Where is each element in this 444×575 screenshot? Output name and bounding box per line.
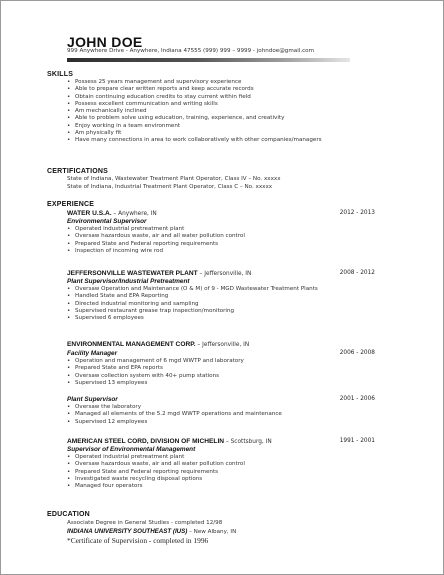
list-item: • Supervised 13 employees	[67, 380, 244, 387]
list-item: • Prepared State and EPA reports	[67, 365, 244, 372]
employer-location: – Jeffersonville, IN	[195, 342, 250, 348]
list-item: • Supervised restaurant grease trap inspection/monitoring	[67, 308, 318, 315]
certificate-note: *Certificate of Supervision - completed in 1996	[67, 536, 209, 545]
job-title: Supervisor of Environmental Management	[67, 446, 196, 453]
list-item: • Inspection of incoming wire rod	[67, 248, 245, 255]
job-years: 2006 - 2008	[339, 350, 375, 356]
list-item: • Supervised 12 employees	[67, 419, 282, 426]
employer-name: ENVIRONMENTAL MANAGEMENT CORP.	[67, 341, 196, 348]
job-title: Plant Supervisor/Industrial Pretreatment	[67, 278, 190, 285]
list-item: • Operation and management of 6 mgd WWTP and laboratory	[67, 358, 244, 365]
role-name: Plant Supervisor	[67, 396, 118, 403]
list-item: • Oversaw the laboratory	[67, 404, 282, 411]
job-years: 1991 - 2001	[339, 438, 375, 444]
list-item: • Supervised 6 employees	[67, 315, 318, 322]
list-item: • Possess excellent communication and writing skills	[67, 101, 322, 108]
list-item: • Able to prepare clear written reports and keep accurate records	[67, 86, 322, 93]
education-heading: EDUCATION	[47, 511, 90, 518]
employer-name: JEFFERSONVILLE WASTEWATER PLANT	[67, 270, 198, 277]
job-title	[67, 396, 375, 403]
job-header	[67, 270, 375, 278]
list-item: • Am physically fit	[67, 130, 322, 137]
job-header	[67, 438, 375, 446]
role-name: Facility Manager	[67, 350, 118, 357]
list-item: • Oversaw Operation and Maintenance (O & M) of 9 - MGD Wastewater Treatment Plants	[67, 286, 318, 293]
list-item: • Able to problem solve using education, training, experience, and creativity	[67, 115, 322, 122]
list-item: • Operated industrial pretreatment plant	[67, 454, 245, 461]
certification-item: State of Indiana, Industrial Treatment Plant Operator, Class C – No. xxxxx	[67, 184, 273, 190]
employer-location: – Scottsburg, IN	[224, 439, 272, 445]
header-rule	[67, 58, 350, 62]
list-item: • Possess 25 years management and supervisory experience	[67, 79, 322, 86]
skills-heading: SKILLS	[47, 71, 74, 78]
list-item: • Investigated waste recycling disposal options	[67, 476, 245, 483]
job-title: Environmental Supervisor	[67, 218, 147, 225]
skills-list	[67, 79, 322, 145]
contact-line: 999 Anywhere Drive - Anywhere, Indiana 47555 (999) 999 – 9999 - johndoe@gmail.com	[67, 48, 315, 54]
candidate-name: JOHN DOE	[67, 34, 143, 50]
job-duties	[67, 286, 318, 322]
list-item: • Oversaw collection system with 40+ pump stations	[67, 373, 244, 380]
list-item: • Oversaw hazardous waste, air and all water pollution control	[67, 233, 245, 240]
job-duties	[67, 358, 244, 387]
list-item: • Have many connections in area to work collaboratively with other companies/managers	[67, 137, 322, 144]
list-item: • Prepared State and Federal reporting requirements	[67, 469, 245, 476]
certifications-heading: CERTIFICATIONS	[47, 168, 109, 175]
employer-location: – Jeffersonville, IN	[197, 271, 252, 277]
job-header	[67, 341, 375, 349]
employer-name: WATER U.S.A.	[67, 210, 112, 217]
list-item: • Obtain continuing education credits to stay current within field	[67, 94, 322, 101]
job-title	[67, 350, 375, 357]
list-item: • Oversaw hazardous waste, air and all water pollution control	[67, 461, 245, 468]
school-name: INDIANA UNIVERSITY SOUTHEAST (IUS)	[67, 528, 188, 535]
list-item: • Am mechanically inclined	[67, 108, 322, 115]
employer-location: – Anywhere, IN	[111, 211, 157, 217]
job-years: 2001 - 2006	[339, 396, 375, 402]
list-item: • Managed all elements of the 5.2 mgd WWTP operations and maintenance	[67, 411, 282, 418]
certification-item: State of Indiana, Wastewater Treatment Plant Operator, Class IV – No. xxxxx	[67, 176, 281, 182]
school-location: – New Albany, IN	[187, 529, 237, 535]
job-duties	[67, 404, 282, 426]
job-years: 2012 - 2013	[339, 210, 375, 216]
list-item: • Operated industrial pretreatment plant	[67, 226, 245, 233]
list-item: • Handled State and EPA Reporting	[67, 293, 318, 300]
employer-name: AMERICAN STEEL CORD, DIVISION OF MICHELIN	[67, 438, 225, 445]
list-item: • Managed four operators	[67, 483, 245, 490]
job-duties	[67, 454, 245, 490]
list-item: • Prepared State and Federal reporting requirements	[67, 241, 245, 248]
job-duties	[67, 226, 245, 255]
job-header	[67, 210, 375, 218]
experience-heading: EXPERIENCE	[47, 201, 95, 208]
school	[67, 528, 236, 535]
degree: Associate Degree in General Studies - completed 12/98	[67, 520, 223, 526]
job-years: 2008 - 2012	[339, 270, 375, 276]
list-item: • Enjoy working in a team environment	[67, 123, 322, 130]
list-item: • Directed industrial monitoring and sampling	[67, 301, 318, 308]
